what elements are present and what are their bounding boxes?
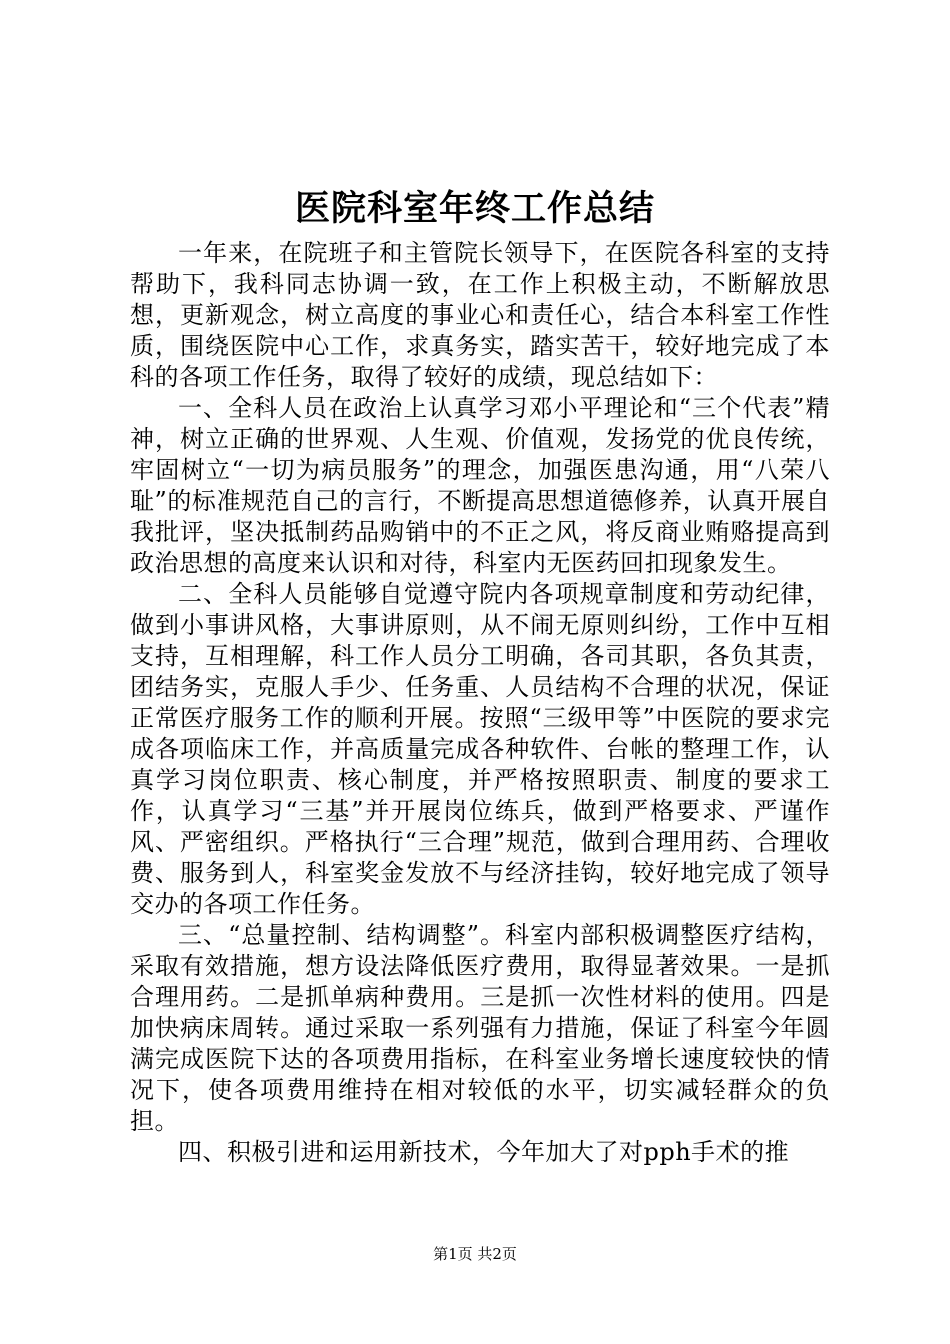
- paragraph-section-4: 四、积极引进和运用新技术，今年加大了对pph手术的推: [178, 1138, 790, 1166]
- page-number-footer: 第1页 共2页: [433, 1245, 517, 1263]
- paragraph-intro: 一年来，在院班子和主管院长领导下，在医院各科室的支持帮助下，我科同志协调一致，在工作上积极主动，不断解放思想，更新观念，树立高度的事业心和责任心，结合本科室工作性质，围绕医院中心工作，求真务实，踏实苦干，较好地完成了本科的各项工作任务，取得了较好的成绩，现总结如下：: [130, 239, 830, 391]
- document-title: 医院科室年终工作总结: [294, 188, 655, 229]
- paragraph-section-2: 二、全科人员能够自觉遵守院内各项规章制度和劳动纪律，做到小事讲风格，大事讲原则，从不闹无原则纠纷，工作中互相支持，互相理解，科工作人员分工明确，各司其职，各负其责，团结务实，克服人手少、任务重、人员结构不合理的状况，保证正常医疗服务工作的顺利开展。按照“三级甲等”中医院的要求完成各项临床工作，并高质量完成各种软件、台帐的整理工作，认真学习岗位职责、核心制度，并严格按照职责、制度的要求工作，认真学习“三基”并开展岗位练兵，做到严格要求、严谨作风、严密组织。严格执行“三合理”规范，做到合理用药、合理收费、服务到人，科室奖金发放不与经济挂钩，较好地完成了领导交办的各项工作任务。: [130, 580, 830, 918]
- paragraph-section-1: 一、全科人员在政治上认真学习邓小平理论和“三个代表”精神，树立正确的世界观、人生观、价值观，发扬党的优良传统，牢固树立“一切为病员服务”的理念，加强医患沟通，用“八荣八耻”的标准规范自己的言行，不断提高思想道德修养，认真开展自我批评，坚决抵制药品购销中的不正之风，将反商业贿赂提高到政治思想的高度来认识和对待，科室内无医药回扣现象发生。: [130, 394, 830, 577]
- document-body: [130, 238, 830, 1168]
- paragraph-section-3: 三、“总量控制、结构调整”。科室内部积极调整医疗结构，采取有效措施，想方设法降低医疗费用，取得显著效果。一是抓合理用药。二是抓单病种费用。三是抓一次性材料的使用。四是加快病床周转。通过采取一系列强有力措施，保证了科室今年圆满完成医院下达的各项费用指标，在科室业务增长速度较快的情况下，使各项费用维持在相对较低的水平，切实减轻群众的负担。: [130, 921, 830, 1135]
